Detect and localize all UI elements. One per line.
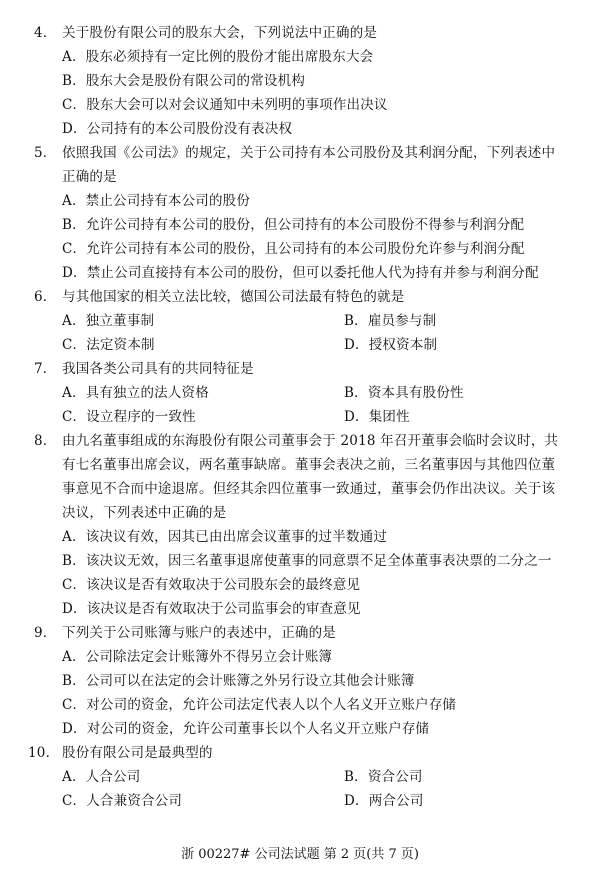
question-9-number: 9．: [34, 625, 57, 641]
question-4-option-c: C．股东大会可以对会议通知中未列明的事项作出决议: [62, 97, 388, 113]
question-8-stem-line-3: 事意见不合而中途退席。但经其余四位董事一致通过，董事会仍作出决议。关于该: [62, 481, 556, 497]
question-7-number: 7．: [34, 361, 57, 377]
question-9-stem: 下列关于公司账簿与账户的表述中，正确的是: [62, 625, 336, 641]
question-7-stem: 我国各类公司具有的共同特征是: [62, 361, 254, 377]
question-8-option-a: A．该决议有效，因其已由出席会议董事的过半数通过: [62, 529, 388, 545]
question-7-option-d: D．集团性: [344, 409, 410, 425]
question-6-number: 6．: [34, 289, 57, 305]
question-10-option-c: C．人合兼资合公司: [62, 793, 183, 809]
question-8-number: 8．: [34, 433, 57, 449]
question-8-option-b: B．该决议无效，因三名董事退席使董事的同意票不足全体董事表决票的二分之一: [62, 553, 552, 569]
question-5-stem-line-1: 依照我国《公司法》的规定，关于公司持有本公司股份及其利润分配，下列表述中: [62, 145, 556, 161]
question-6-option-a: A．独立董事制: [62, 313, 155, 329]
question-8-option-d: D．该决议是否有效取决于公司监事会的审查意见: [62, 601, 361, 617]
question-8-stem-line-4: 决议，下列表述中正确的是: [62, 505, 227, 521]
question-6-option-d: D．授权资本制: [344, 337, 438, 353]
question-6-stem: 与其他国家的相关立法比较，德国公司法最有特色的就是: [62, 289, 405, 305]
question-7-option-a: A．具有独立的法人资格: [62, 385, 209, 401]
question-10-stem: 股份有限公司是最典型的: [62, 745, 213, 761]
question-9-option-c: C．对公司的资金，允许公司法定代表人以个人名义开立账户存储: [62, 697, 457, 713]
question-4-option-d: D．公司持有的本公司股份没有表决权: [62, 121, 293, 137]
question-4-option-b: B．股东大会是股份有限公司的常设机构: [62, 73, 306, 89]
question-9-option-d: D．对公司的资金，允许公司董事长以个人名义开立账户存储: [62, 721, 430, 737]
question-5-option-b: B．允许公司持有本公司的股份，但公司持有的本公司股份不得参与利润分配: [62, 217, 525, 233]
question-10-option-a: A．人合公司: [62, 769, 141, 785]
question-10-option-b: B．资合公司: [344, 769, 423, 785]
question-5-option-d: D．禁止公司直接持有本公司的股份，但可以委托他人代为持有并参与利润分配: [62, 265, 539, 281]
question-7-option-c: C．设立程序的一致性: [62, 409, 196, 425]
question-10-option-d: D．两合公司: [344, 793, 424, 809]
question-6-option-b: B．雇员参与制: [344, 313, 437, 329]
question-10-number: 10．: [28, 745, 60, 761]
question-9-option-b: B．公司可以在法定的会计账簿之外另行设立其他会计账簿: [62, 673, 415, 689]
question-5-number: 5．: [34, 145, 57, 161]
question-4-number: 4．: [34, 25, 57, 41]
question-5-stem-line-2: 正确的是: [62, 169, 117, 185]
question-8-stem-line-2: 有七名董事出席会议，两名董事缺席。董事会表决之前，三名董事因与其他四位董: [62, 457, 556, 473]
question-9-option-a: A．公司除法定会计账簿外不得另立会计账簿: [62, 649, 333, 665]
question-4-option-a: A．股东必须持有一定比例的股份才能出席股东大会: [62, 49, 374, 65]
question-5-option-c: C．允许公司持有本公司的股份，且公司持有的本公司股份允许参与利润分配: [62, 241, 525, 257]
question-8-stem-line-1: 由九名董事组成的东海股份有限公司董事会于 2018 年召开董事会临时会议时，共: [62, 433, 559, 449]
question-5-option-a: A．禁止公司持有本公司的股份: [62, 193, 251, 209]
question-6-option-c: C．法定资本制: [62, 337, 155, 353]
question-7-option-b: B．资本具有股份性: [344, 385, 464, 401]
question-8-option-c: C．该决议是否有效取决于公司股东会的最终意见: [62, 577, 361, 593]
question-4-stem: 关于股份有限公司的股东大会，下列说法中正确的是: [62, 25, 378, 41]
page-footer: 浙 00227# 公司法试题 第 2 页(共 7 页): [181, 847, 419, 862]
